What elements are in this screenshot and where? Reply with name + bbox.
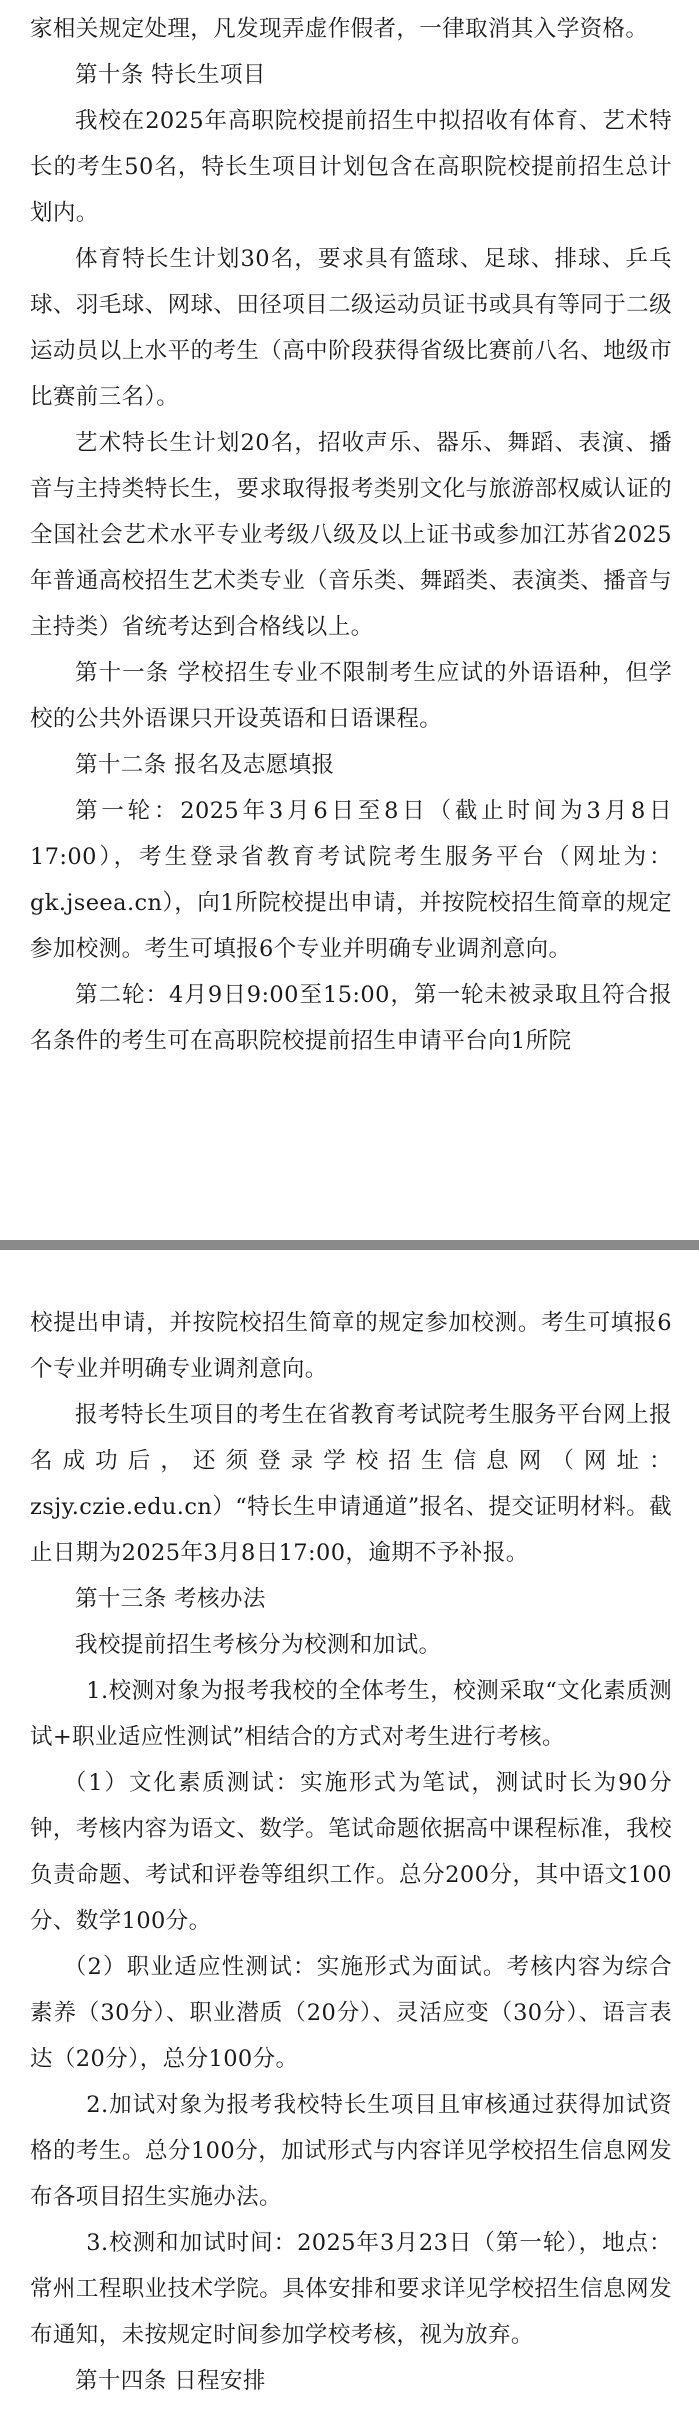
paragraph: 第二轮：4月9日9:00至15:00，第一轮未被录取且符合报名条件的考生可在高职院校提前招生申请平台向1所院 <box>30 982 672 1054</box>
page-2-text <box>30 1300 672 2404</box>
section-heading: 第十四条 日程安排 <box>75 2368 266 2394</box>
paragraph: 艺术特长生计划20名，招收声乐、器乐、舞蹈、表演、播音与主持类特长生，要求取得报考类别文化与旅游部权威认证的全国社会艺术水平专业考级八级及以上证书或参加江苏省2025年普通高校招生艺术类专业（音乐类、舞蹈类、表演类、播音与主持类）省统考达到合格线以上。 <box>30 430 672 640</box>
section-heading: 第十二条 报名及志愿填报 <box>75 752 335 778</box>
paragraph: 第一轮：2025年3月6日至8日（截止时间为3月8日17:00），考生登录省教育考试院考生服务平台（网址为：gk.jseea.cn），向1所院校提出申请，并按院校招生简章的规定参加校测。考生可填报6个专业并明确专业调剂意向。 <box>30 798 672 962</box>
paragraph: 家相关规定处理，凡发现弄虚作假者，一律取消其入学资格。 <box>30 16 649 42</box>
paragraph: 我校提前招生考核分为校测和加试。 <box>75 1632 442 1658</box>
paragraph: （1）文化素质测试：实施形式为笔试，测试时长为90分钟，考核内容为语文、数学。笔试命题依据高中课程标准，我校负责命题、考试和评卷等组织工作。总分200分，其中语文100分、数学100分。 <box>30 1770 672 1934</box>
paragraph: 1.校测对象为报考我校的全体考生，校测采取“文化素质测试+职业适应性测试”相结合的方式对考生进行考核。 <box>30 1678 672 1750</box>
paragraph: 体育特长生计划30名，要求具有篮球、足球、排球、乒乓球、羽毛球、网球、田径项目二级运动员证书或具有等同于二级运动员以上水平的考生（高中阶段获得省级比赛前八名、地级市比赛前三名）。 <box>30 246 672 410</box>
paragraph: 报考特长生项目的考生在省教育考试院考生服务平台网上报名成功后，还须登录学校招生信息网（网址：zsjy.czie.edu.cn）“特长生申请通道”报名、提交证明材料。截止日期为2025年3月8日17:00，逾期不予补报。 <box>30 1402 672 1566</box>
paragraph: 校提出申请，并按院校招生简章的规定参加校测。考生可填报6个专业并明确专业调剂意向。 <box>30 1310 672 1382</box>
section-heading: 第十条 特长生项目 <box>75 62 266 88</box>
page-separator <box>0 1240 699 1250</box>
paragraph: 2.加试对象为报考我校特长生项目且审核通过获得加试资格的考生。总分100分，加试形式与内容详见学校招生信息网发布各项目招生实施办法。 <box>30 2092 672 2210</box>
section-heading: 第十三条 考核办法 <box>75 1586 266 1612</box>
paragraph: 第十一条 学校招生专业不限制考生应试的外语语种，但学校的公共外语课只开设英语和日语课程。 <box>30 660 672 732</box>
paragraph: （2）职业适应性测试：实施形式为面试。考核内容为综合素养（30分）、职业潜质（20分）、灵活应变（30分）、语言表达（20分），总分100分。 <box>30 1954 672 2072</box>
paragraph: 3.校测和加试时间：2025年3月23日（第一轮），地点：常州工程职业技术学院。具体安排和要求详见学校招生信息网发布通知，未按规定时间参加学校考核，视为放弃。 <box>30 2230 672 2348</box>
paragraph: 我校在2025年高职院校提前招生中拟招收有体育、艺术特长的考生50名，特长生项目计划包含在高职院校提前招生总计划内。 <box>30 108 672 226</box>
page-1-text <box>30 6 672 1064</box>
document-page-2 <box>0 1250 699 2409</box>
